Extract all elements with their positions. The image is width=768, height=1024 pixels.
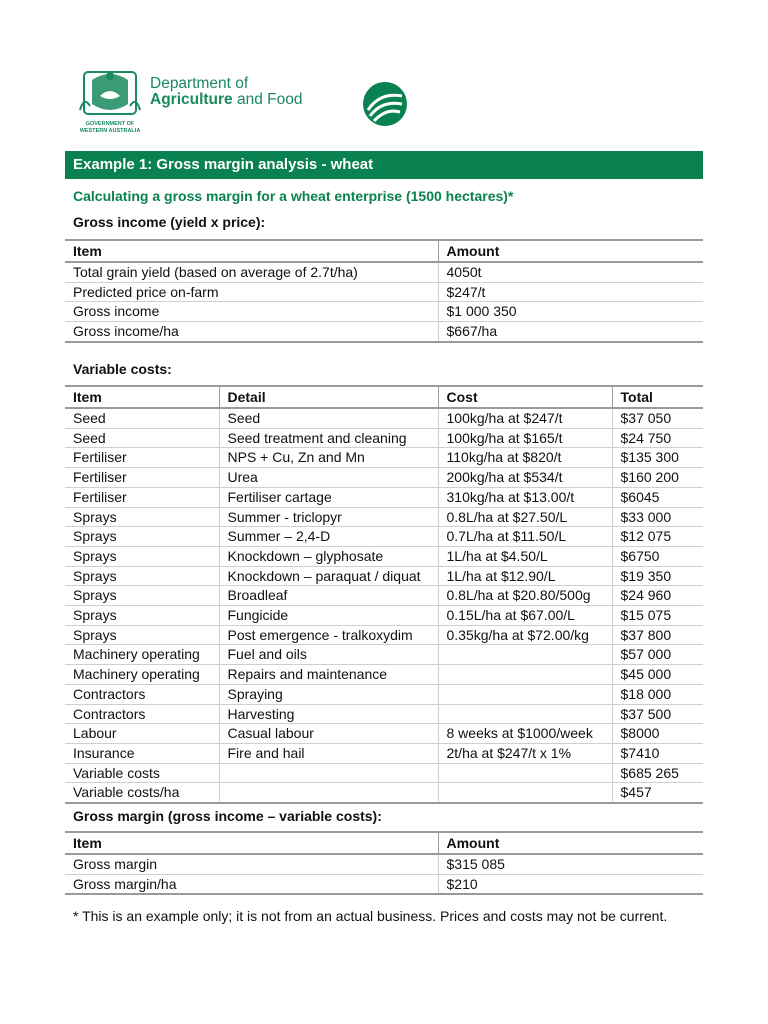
column-header: Item [65, 240, 438, 262]
cell: 0.15L/ha at $67.00/L [438, 606, 612, 626]
cell [219, 763, 438, 783]
table-row [65, 763, 703, 783]
cell: $8000 [612, 724, 703, 744]
cell: Sprays [65, 546, 219, 566]
column-header: Cost [438, 386, 612, 408]
cell [438, 665, 612, 685]
cell: $6750 [612, 546, 703, 566]
table-row [65, 684, 703, 704]
cell: 0.8L/ha at $27.50/L [438, 507, 612, 527]
cell: 1L/ha at $12.90/L [438, 566, 612, 586]
table-row [65, 874, 703, 894]
cell: Variable costs [65, 763, 219, 783]
cell: $37 050 [612, 408, 703, 428]
cell: 100kg/ha at $247/t [438, 408, 612, 428]
gross-income-label: Gross income (yield x price): [73, 214, 266, 230]
department-name-line2: Agriculture and Food [150, 91, 303, 108]
cell: $12 075 [612, 527, 703, 547]
cell: Gross margin [65, 854, 438, 874]
cell: Fuel and oils [219, 645, 438, 665]
cell: $24 750 [612, 428, 703, 448]
cell: $37 500 [612, 704, 703, 724]
footnote: * This is an example only; it is not from an actual business. Prices and costs may not be current. [73, 908, 668, 924]
table-row [65, 448, 703, 468]
cell: Casual labour [219, 724, 438, 744]
cell: Seed [65, 408, 219, 428]
cell: Fertiliser [65, 468, 219, 488]
table-row [65, 704, 703, 724]
cell: $135 300 [612, 448, 703, 468]
table-row [65, 487, 703, 507]
cell [438, 645, 612, 665]
cell: Machinery operating [65, 645, 219, 665]
table-row [65, 645, 703, 665]
cell: $210 [438, 874, 703, 894]
cell: Summer - triclopyr [219, 507, 438, 527]
cell: Fertiliser cartage [219, 487, 438, 507]
column-header: Item [65, 386, 219, 408]
cell: $7410 [612, 743, 703, 763]
cell: $15 075 [612, 606, 703, 626]
cell: Fertiliser [65, 448, 219, 468]
table-row [65, 566, 703, 586]
cell: $685 265 [612, 763, 703, 783]
table-row [65, 527, 703, 547]
table-row [65, 507, 703, 527]
cell: Repairs and maintenance [219, 665, 438, 685]
cell: $247/t [438, 282, 703, 302]
cell: 0.7L/ha at $11.50/L [438, 527, 612, 547]
cell: Contractors [65, 684, 219, 704]
svg-text:WESTERN AUSTRALIA: WESTERN AUSTRALIA [79, 128, 141, 134]
table-row [65, 606, 703, 626]
section-title-bar: Example 1: Gross margin analysis - wheat [65, 151, 703, 179]
cell [438, 783, 612, 803]
table-row [65, 724, 703, 744]
column-header: Detail [219, 386, 438, 408]
cell: Post emergence - tralkoxydim [219, 625, 438, 645]
cell: Insurance [65, 743, 219, 763]
gross-margin-label: Gross margin (gross income – variable costs): [73, 808, 382, 824]
cell: Broadleaf [219, 586, 438, 606]
variable-costs-label: Variable costs: [73, 361, 172, 377]
cell: Urea [219, 468, 438, 488]
column-header: Amount [438, 240, 703, 262]
cell [438, 684, 612, 704]
table-row [65, 428, 703, 448]
cell: 310kg/ha at $13.00/t [438, 487, 612, 507]
cell: Sprays [65, 507, 219, 527]
cell: NPS + Cu, Zn and Mn [219, 448, 438, 468]
cell: $37 800 [612, 625, 703, 645]
cell: Sprays [65, 625, 219, 645]
table-row [65, 854, 703, 874]
cell: Fungicide [219, 606, 438, 626]
cell: 0.35kg/ha at $72.00/kg [438, 625, 612, 645]
cell: Harvesting [219, 704, 438, 724]
column-header: Item [65, 832, 438, 854]
gross-margin-table [65, 831, 703, 895]
cell: Sprays [65, 586, 219, 606]
cell: 8 weeks at $1000/week [438, 724, 612, 744]
cell: Fire and hail [219, 743, 438, 763]
cell: Machinery operating [65, 665, 219, 685]
cell: 0.8L/ha at $20.80/500g [438, 586, 612, 606]
table-row [65, 743, 703, 763]
cell: Spraying [219, 684, 438, 704]
cell: Labour [65, 724, 219, 744]
cell: Knockdown – glyphosate [219, 546, 438, 566]
cell: $315 085 [438, 854, 703, 874]
cell: 4050t [438, 262, 703, 282]
table-row [65, 262, 703, 282]
gross-income-table [65, 239, 703, 343]
cell: Fertiliser [65, 487, 219, 507]
cell: $33 000 [612, 507, 703, 527]
department-name-line1: Department of [150, 75, 249, 92]
table-row [65, 586, 703, 606]
table-row [65, 468, 703, 488]
cell: Total grain yield (based on average of 2.7t/ha) [65, 262, 438, 282]
table-row [65, 665, 703, 685]
table-row [65, 322, 703, 342]
cell: Gross margin/ha [65, 874, 438, 894]
cell [438, 704, 612, 724]
cell: $457 [612, 783, 703, 803]
fern-logo-icon [360, 80, 410, 128]
cell: $18 000 [612, 684, 703, 704]
cell: $160 200 [612, 468, 703, 488]
cell: 2t/ha at $247/t x 1% [438, 743, 612, 763]
column-header: Total [612, 386, 703, 408]
cell: $1 000 350 [438, 302, 703, 322]
svg-text:GOVERNMENT OF: GOVERNMENT OF [85, 121, 135, 127]
cell: $6045 [612, 487, 703, 507]
cell: 110kg/ha at $820/t [438, 448, 612, 468]
cell: $24 960 [612, 586, 703, 606]
column-header: Amount [438, 832, 703, 854]
cell: 200kg/ha at $534/t [438, 468, 612, 488]
table-row [65, 302, 703, 322]
cell: Sprays [65, 606, 219, 626]
cell: $45 000 [612, 665, 703, 685]
table-row [65, 282, 703, 302]
cell: Variable costs/ha [65, 783, 219, 803]
subtitle: Calculating a gross margin for a wheat enterprise (1500 hectares)* [73, 188, 514, 204]
cell: Sprays [65, 527, 219, 547]
cell: Predicted price on-farm [65, 282, 438, 302]
cell: 100kg/ha at $165/t [438, 428, 612, 448]
cell: 1L/ha at $4.50/L [438, 546, 612, 566]
table-row [65, 546, 703, 566]
cell: Sprays [65, 566, 219, 586]
cell: Seed [65, 428, 219, 448]
cell: $667/ha [438, 322, 703, 342]
cell: $19 350 [612, 566, 703, 586]
cell: Seed [219, 408, 438, 428]
table-row [65, 408, 703, 428]
cell: Gross income [65, 302, 438, 322]
cell: Contractors [65, 704, 219, 724]
cell: Summer – 2,4-D [219, 527, 438, 547]
cell: Seed treatment and cleaning [219, 428, 438, 448]
table-row [65, 783, 703, 803]
variable-costs-table [65, 385, 703, 804]
cell [219, 783, 438, 803]
cell [438, 763, 612, 783]
wa-government-crest-logo [70, 66, 150, 138]
cell: Knockdown – paraquat / diquat [219, 566, 438, 586]
cell: Gross income/ha [65, 322, 438, 342]
page-header [70, 66, 410, 140]
table-row [65, 625, 703, 645]
cell: $57 000 [612, 645, 703, 665]
